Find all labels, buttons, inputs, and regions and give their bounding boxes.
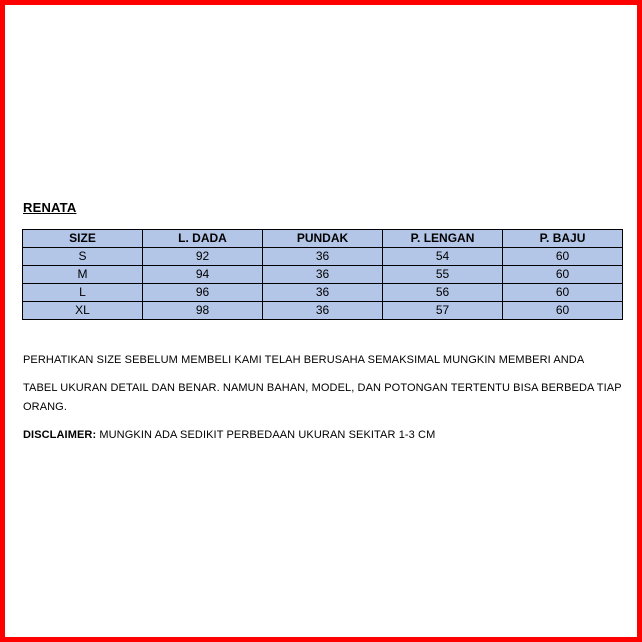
notice-line-2: TABEL UKURAN DETAIL DAN BENAR. NAMUN BAHAN, MODEL, DAN POTONGAN TERTENTU BISA BERBEDA TIAP ORANG. bbox=[23, 382, 622, 413]
cell-l-dada: 98 bbox=[143, 302, 263, 320]
cell-pundak: 36 bbox=[263, 284, 383, 302]
cell-pundak: 36 bbox=[263, 266, 383, 284]
notice-line-1: PERHATIKAN SIZE SEBELUM MEMBELI KAMI TELAH BERUSAHA SEMAKSIMAL MUNGKIN MEMBERI ANDA bbox=[23, 354, 585, 366]
table-row bbox=[23, 266, 623, 284]
table-row bbox=[23, 302, 623, 320]
disclaimer-text: MUNGKIN ADA SEDIKIT PERBEDAAN UKURAN SEKITAR 1-3 CM bbox=[96, 429, 436, 441]
cell-p-baju: 60 bbox=[503, 284, 623, 302]
cell-p-lengan: 57 bbox=[383, 302, 503, 320]
cell-l-dada: 96 bbox=[143, 284, 263, 302]
table-header-row bbox=[23, 230, 623, 248]
cell-size: S bbox=[23, 248, 143, 266]
cell-l-dada: 94 bbox=[143, 266, 263, 284]
header-size: SIZE bbox=[23, 230, 143, 248]
cell-l-dada: 92 bbox=[143, 248, 263, 266]
cell-size: L bbox=[23, 284, 143, 302]
header-pundak: PUNDAK bbox=[263, 230, 383, 248]
cell-size: XL bbox=[23, 302, 143, 320]
header-l-dada: L. DADA bbox=[143, 230, 263, 248]
header-p-lengan: P. LENGAN bbox=[383, 230, 503, 248]
product-title: RENATA bbox=[23, 200, 77, 215]
disclaimer bbox=[23, 426, 623, 445]
cell-p-lengan: 56 bbox=[383, 284, 503, 302]
disclaimer-label: DISCLAIMER: bbox=[23, 429, 97, 441]
cell-pundak: 36 bbox=[263, 248, 383, 266]
cell-p-baju: 60 bbox=[503, 266, 623, 284]
size-chart-table bbox=[22, 229, 623, 320]
cell-p-baju: 60 bbox=[503, 302, 623, 320]
table-row bbox=[23, 248, 623, 266]
cell-size: M bbox=[23, 266, 143, 284]
cell-p-baju: 60 bbox=[503, 248, 623, 266]
header-p-baju: P. BAJU bbox=[503, 230, 623, 248]
table-row bbox=[23, 284, 623, 302]
cell-pundak: 36 bbox=[263, 302, 383, 320]
cell-p-lengan: 55 bbox=[383, 266, 503, 284]
cell-p-lengan: 54 bbox=[383, 248, 503, 266]
